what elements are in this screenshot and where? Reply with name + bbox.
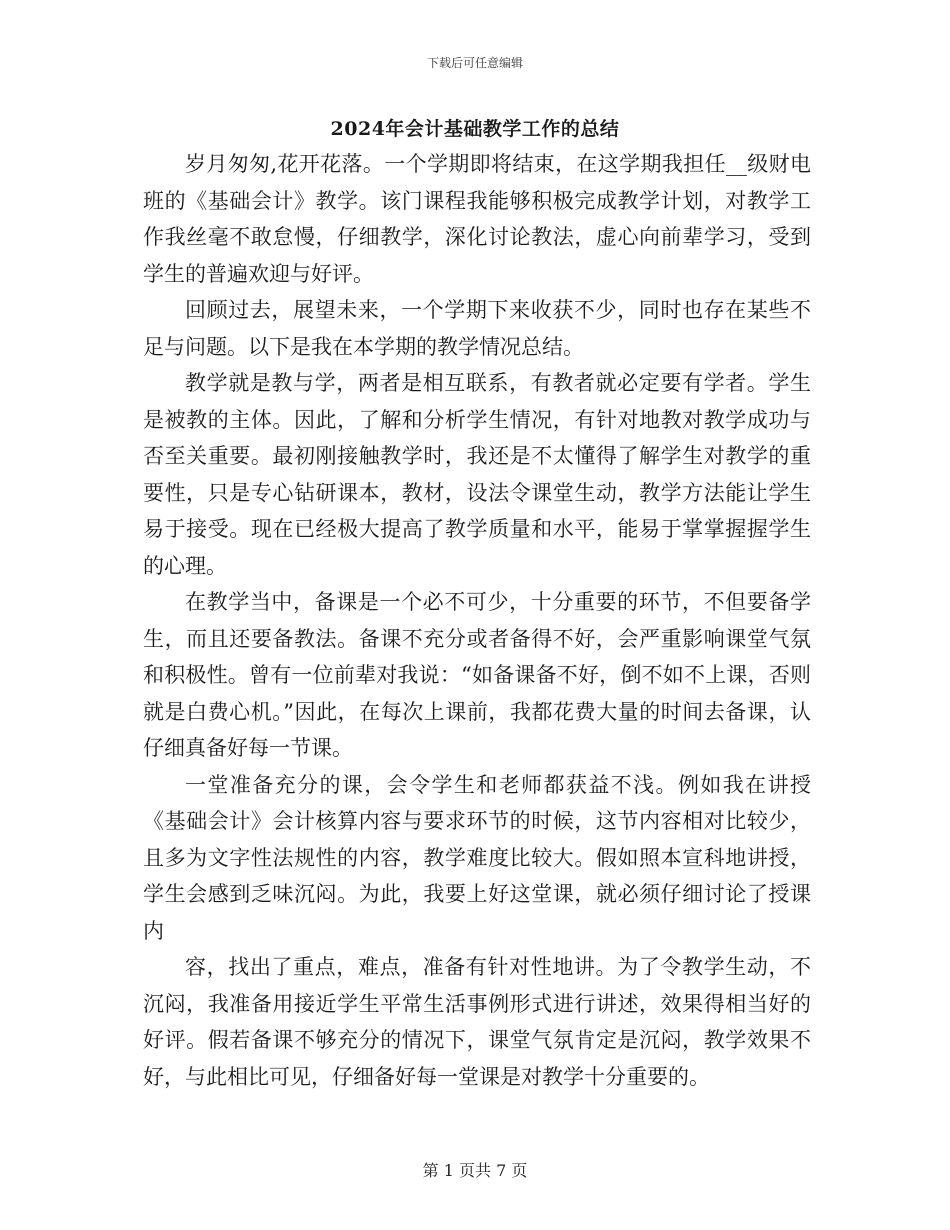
document-body [143, 146, 811, 1095]
document-title: 2024年会计基础教学工作的总结 [330, 118, 620, 140]
paragraph-4: 在教学当中，备课是一个必不可少，十分重要的环节，不但要备学生，而且还要备教法。备课不充分或者备得不好，会严重影响课堂气氛和积极性。曾有一位前辈对我说：“如备课备不好，倒不如不上课，否则就是白费心机。”因此，在每次上课前，我都花费大量的时间去备课，认仔细真备好每一节课。 [143, 590, 811, 760]
paragraph-6: 容，找出了重点，难点，准备有针对性地讲。为了令教学生动，不沉闷，我准备用接近学生平常生活事例形式进行讲述，效果得相当好的好评。假若备课不够充分的情况下，课堂气氛肯定是沉闷，教学效果不好，与此相比可见，仔细备好每一堂课是对教学十分重要的。 [143, 955, 811, 1089]
paragraph-1: 岁月匆匆,花开花落。一个学期即将结束，在这学期我担任__级财电班的《基础会计》教学。该门课程我能够积极完成教学计划，对教学工作我丝毫不敢怠慢，仔细教学，深化讨论教法，虚心向前辈学习，受到学生的普遍欢迎与好评。 [143, 152, 811, 286]
paragraph-2: 回顾过去，展望未来，一个学期下来收获不少，同时也存在某些不足与问题。以下是我在本学期的教学情况总结。 [143, 298, 811, 359]
page-number: 第 1 页共 7 页 [422, 1161, 528, 1180]
paragraph-3: 教学就是教与学，两者是相互联系，有教者就必定要有学者。学生是被教的主体。因此，了解和分析学生情况，有针对地教对教学成功与否至关重要。最初刚接触教学时，我还是不太懂得了解学生对教学的重要性，只是专心钻研课本，教材，设法令课堂生动，教学方法能让学生易于接受。现在已经极大提高了教学质量和水平，能易于掌掌握握学生的心理。 [143, 371, 811, 578]
page-header-note: 下载后可任意编辑 [426, 56, 523, 70]
paragraph-5: 一堂准备充分的课，会令学生和老师都获益不浅。例如我在讲授《基础会计》会计核算内容与要求环节的时候，这节内容相对比较少，且多为文字性法规性的内容，教学难度比较大。假如照本宣科地讲授，学生会感到乏味沉闷。为此，我要上好这堂课，就必须仔细讨论了授课内 [143, 772, 811, 943]
